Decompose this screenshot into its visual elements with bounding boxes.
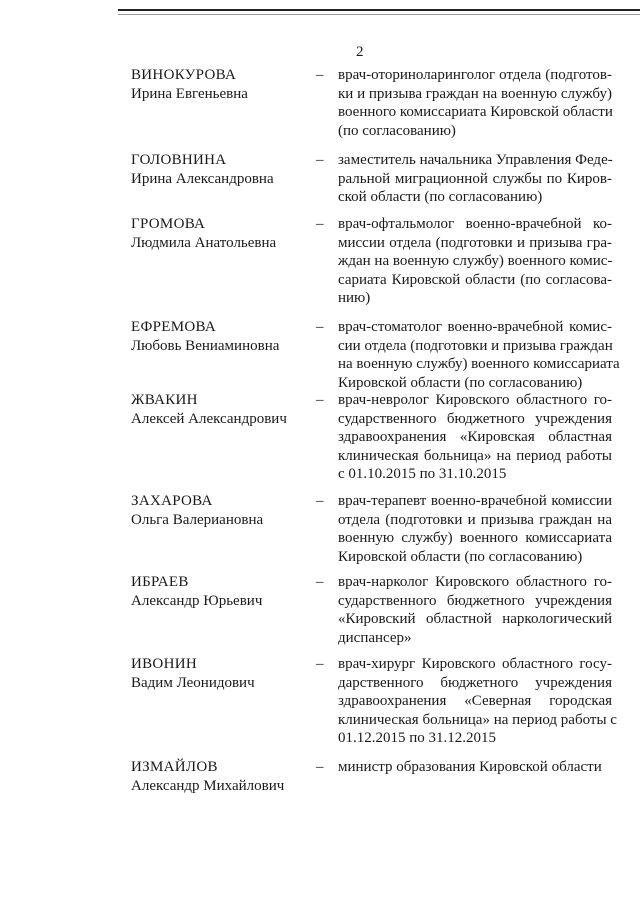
entry-dash: – <box>316 392 324 408</box>
role-line: отдела (подготовки и призыва граждан на <box>338 511 612 528</box>
role-line: ки и призыва граждан на военную службу) <box>338 85 612 102</box>
entry-dash: – <box>316 759 324 775</box>
member-given-names: Александр Юрьевич <box>131 592 263 609</box>
member-role <box>338 758 612 777</box>
role-line: заместитель начальника Управления Феде- <box>338 152 613 168</box>
member-name <box>131 758 311 795</box>
member-surname: ЖВАКИН <box>131 392 198 408</box>
role-line: здравоохранения «Кировская областная <box>338 429 612 445</box>
page-number: 2 <box>356 44 364 60</box>
role-line: клиническая больница» на период работы <box>338 447 612 464</box>
role-line: сударственного бюджетного учреждения <box>338 592 612 609</box>
role-line: Кировской области (по согласованию) <box>338 374 583 391</box>
member-given-names: Алексей Александрович <box>131 410 287 427</box>
role-line: нию) <box>338 290 371 306</box>
member-surname: ГОЛОВНИНА <box>131 152 227 168</box>
role-line: миссии отдела (подготовки и призыва гра- <box>338 234 612 251</box>
entry-dash: – <box>316 656 324 672</box>
member-surname: ЗАХАРОВА <box>131 493 213 509</box>
member-surname: ИБРАЕВ <box>131 574 189 590</box>
member-role <box>338 215 612 308</box>
role-line: с 01.10.2015 по 31.10.2015 <box>338 466 507 482</box>
role-line: сариата Кировской области (по согласова- <box>338 271 612 288</box>
member-name <box>131 215 311 252</box>
member-given-names: Ирина Евгеньевна <box>131 85 248 102</box>
member-role <box>338 492 612 566</box>
member-given-names: Людмила Анатольевна <box>131 234 277 251</box>
member-surname: ГРОМОВА <box>131 216 206 232</box>
role-line: военную службу) военного комиссариата <box>338 530 612 546</box>
role-line: сии отдела (подготовки и призыва граждан <box>338 337 613 354</box>
entry-dash: – <box>316 67 324 83</box>
member-surname: ИЗМАЙЛОВ <box>131 759 218 775</box>
member-role <box>338 391 612 484</box>
role-line: ральной миграционной службы по Киров- <box>338 170 612 187</box>
top-border-line-thin <box>118 14 640 15</box>
role-line: врач-офтальмолог военно-врачебной ко- <box>338 216 612 232</box>
top-border-line <box>118 9 640 11</box>
role-line: врач-невролог Кировского областного го- <box>338 392 612 408</box>
member-name <box>131 573 311 610</box>
role-line: военного комиссариата Кировской области <box>338 104 613 120</box>
role-line: (по согласованию) <box>338 122 456 139</box>
member-given-names: Любовь Вениаминовна <box>131 337 280 354</box>
role-line: врач-хирург Кировского областного госу- <box>338 656 612 672</box>
member-name <box>131 66 311 103</box>
role-line: врач-нарколог Кировского областного го- <box>338 574 612 590</box>
role-line: «Кировский областной наркологический <box>338 611 612 627</box>
role-line: клиническая больница» на период работы с <box>338 711 617 728</box>
member-given-names: Александр Михайлович <box>131 777 285 794</box>
member-given-names: Ирина Александровна <box>131 170 274 187</box>
entry-dash: – <box>316 216 324 232</box>
role-line: диспансер» <box>338 629 412 646</box>
member-name <box>131 318 311 355</box>
role-line: ждан на военную службу) военного комис- <box>338 253 613 269</box>
role-line: врач-оториноларинголог отдела (подготов- <box>338 67 612 83</box>
member-role <box>338 151 612 207</box>
entry-dash: – <box>316 493 324 509</box>
member-role <box>338 655 617 748</box>
entry-dash: – <box>316 152 324 168</box>
member-role <box>338 318 620 392</box>
role-line: здравоохранения «Северная городская <box>338 693 612 709</box>
entry-dash: – <box>316 574 324 590</box>
member-surname: ЕФРЕМОВА <box>131 319 216 335</box>
role-line: министр образования Кировской области <box>338 759 602 775</box>
member-role <box>338 573 612 647</box>
member-role <box>338 66 612 140</box>
role-line: дарственного бюджетного учреждения <box>338 674 612 691</box>
role-line: врач-стоматолог военно-врачебной комис- <box>338 319 612 335</box>
member-surname: ВИНОКУРОВА <box>131 67 237 83</box>
role-line: ской области (по согласованию) <box>338 189 543 205</box>
role-line: Кировской области (по согласованию) <box>338 548 583 565</box>
role-line: сударственного бюджетного учреждения <box>338 410 612 427</box>
member-name <box>131 655 311 692</box>
role-line: 01.12.2015 по 31.12.2015 <box>338 730 497 746</box>
member-surname: ИВОНИН <box>131 656 197 672</box>
member-given-names: Вадим Леонидович <box>131 674 255 691</box>
role-line: на военную службу) военного комиссариата <box>338 356 620 372</box>
member-given-names: Ольга Валериановна <box>131 511 264 528</box>
role-line: врач-терапевт военно-врачебной комиссии <box>338 493 612 509</box>
member-name <box>131 391 311 428</box>
member-name <box>131 151 311 188</box>
member-name <box>131 492 311 529</box>
entry-dash: – <box>316 319 324 335</box>
